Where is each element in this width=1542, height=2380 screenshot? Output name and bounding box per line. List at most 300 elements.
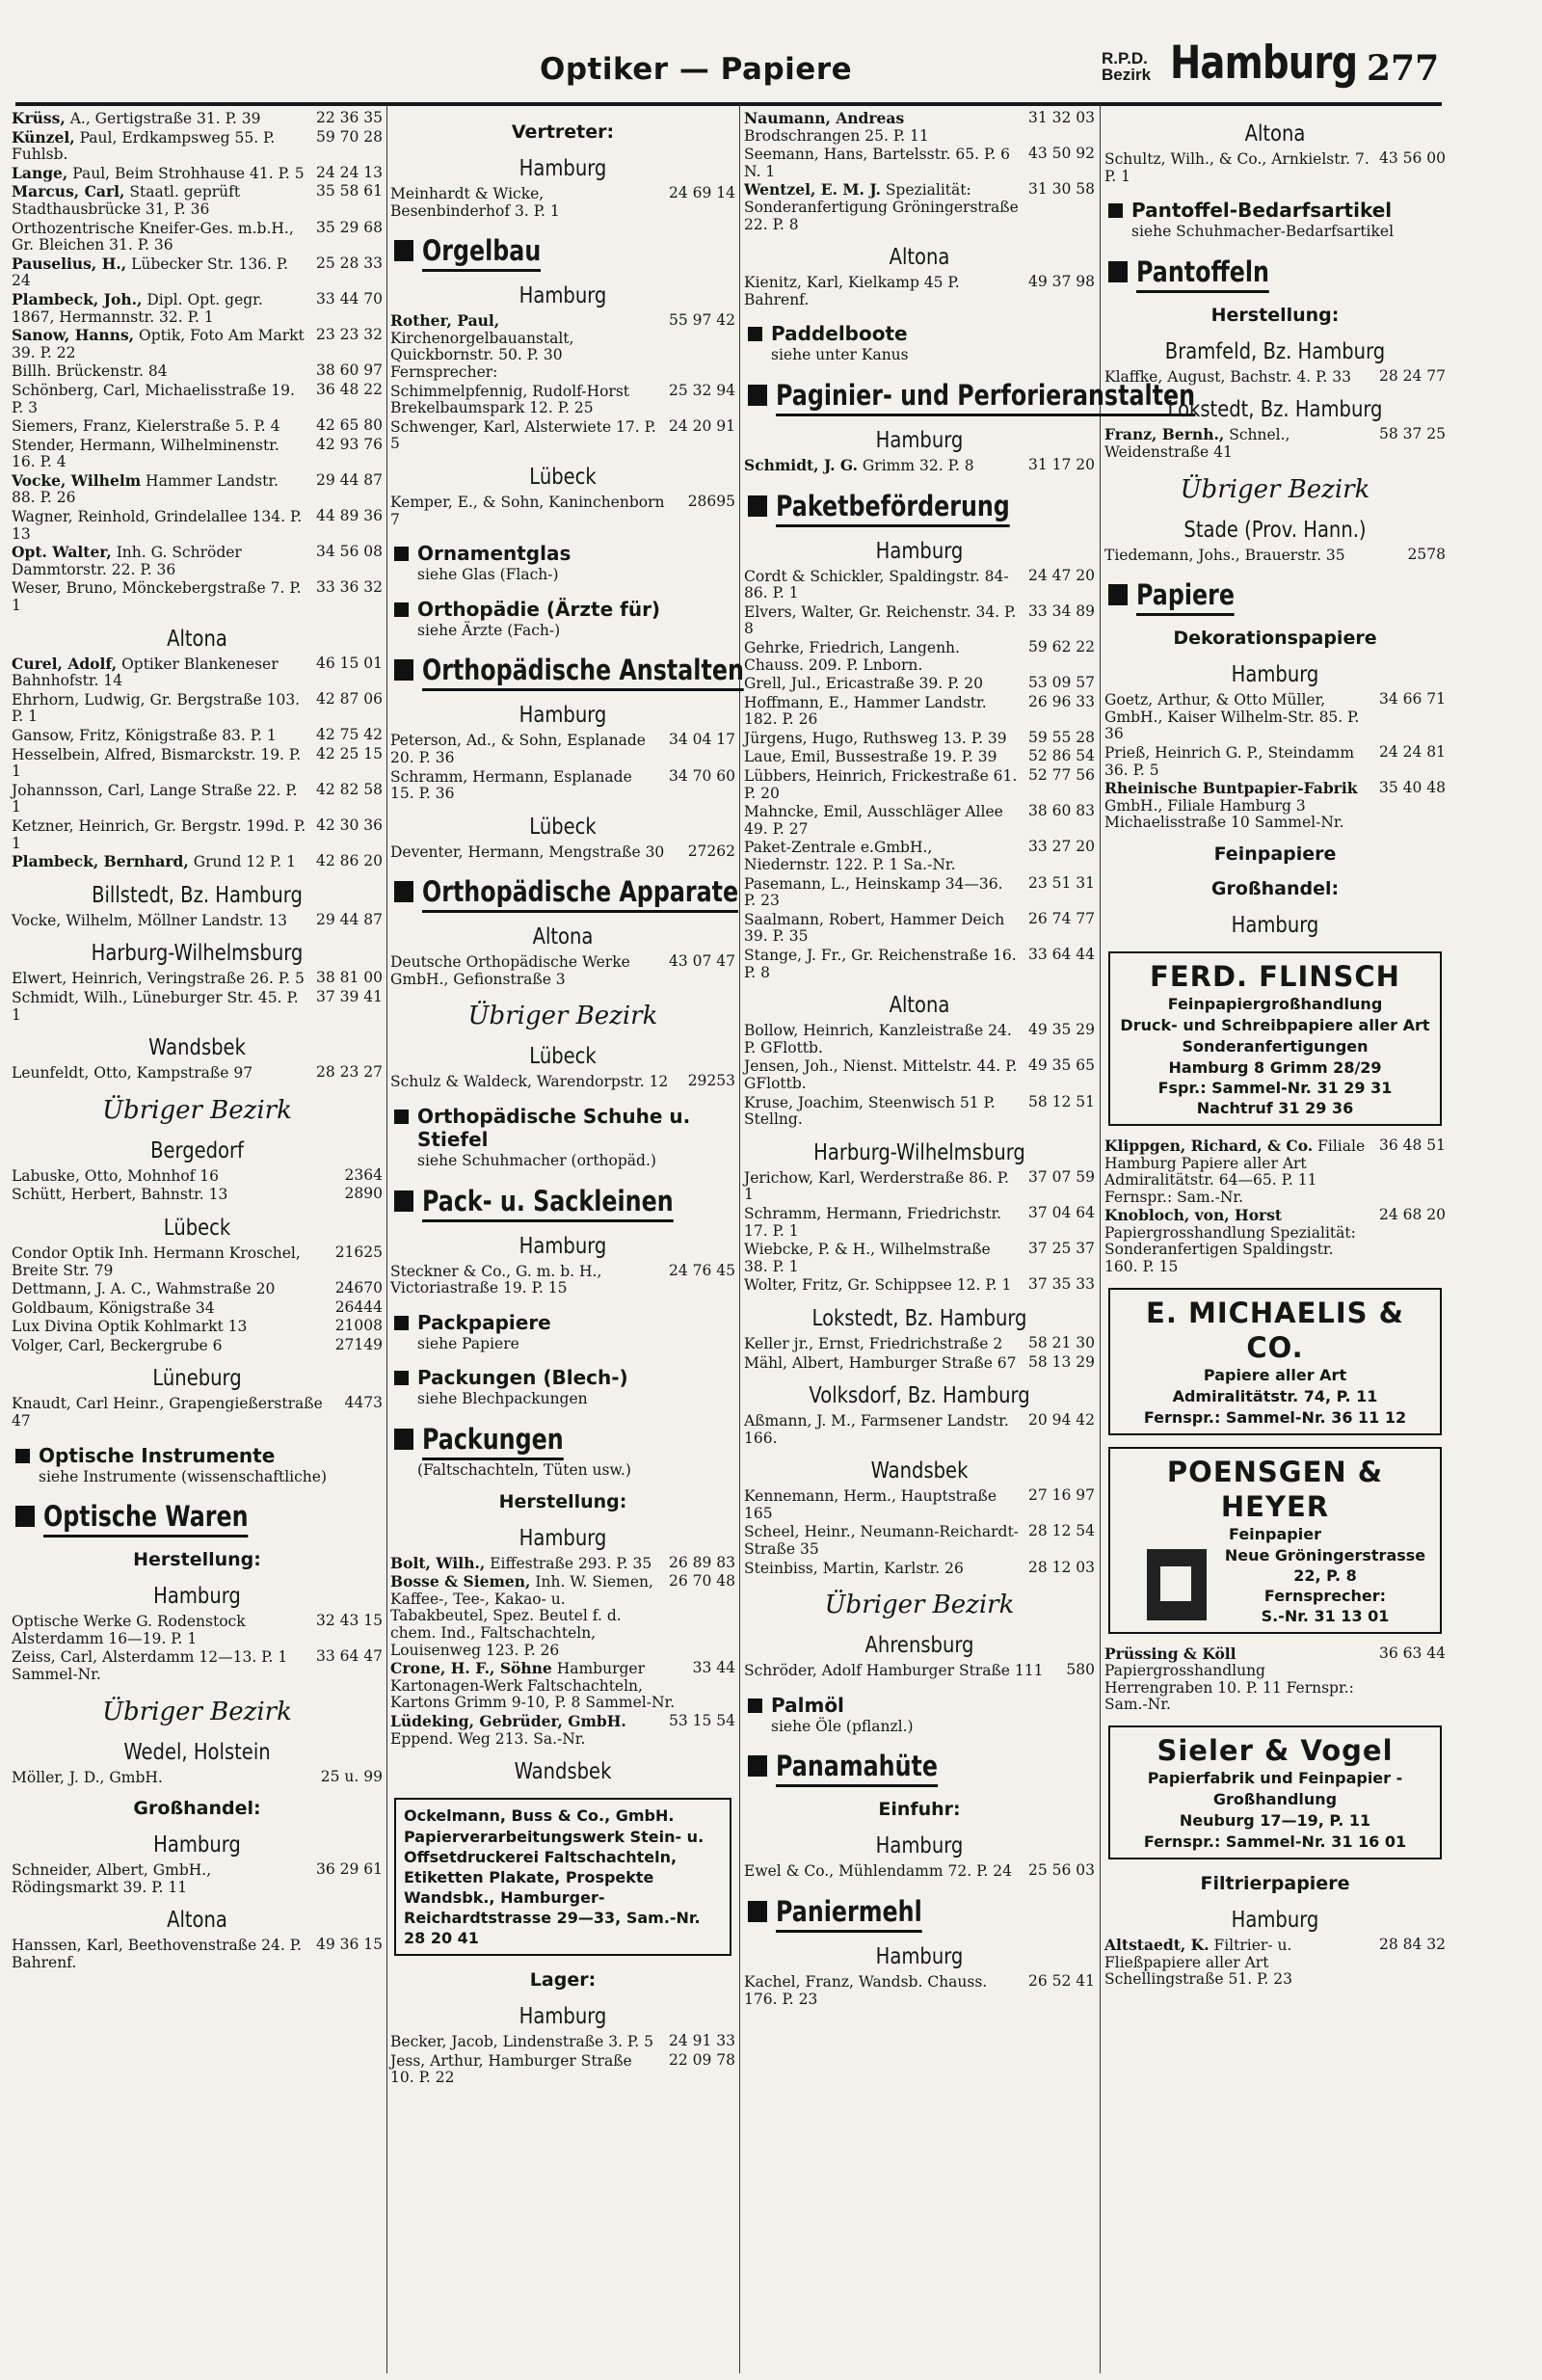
entry-line [744, 1241, 1095, 1275]
square-bullet-icon [394, 881, 413, 902]
entry-address: Wagner, Reinhold, Grindelallee 134. P. 13 [12, 508, 303, 543]
entry-text [744, 675, 983, 693]
entry-line [12, 1186, 383, 1204]
entry-line [744, 1662, 1095, 1680]
entry-phone: 4473 [344, 1394, 383, 1412]
section-heading [390, 1366, 735, 1389]
entry-text [744, 1560, 964, 1578]
see-reference: siehe Öle (pflanzl.) [771, 1717, 914, 1735]
ad-tagline: Papierfabrik und Feinpapier - Großhandlung [1147, 1769, 1403, 1809]
entry-line [12, 746, 383, 781]
entry-line [1104, 1137, 1446, 1206]
entry-text [12, 255, 306, 290]
city-heading: Hamburg [875, 427, 964, 453]
section-title: Orthopädische Anstalten [422, 653, 744, 691]
square-bullet-icon [15, 1449, 30, 1463]
entry-text [12, 1337, 222, 1355]
entry-line [1104, 1937, 1446, 1989]
city-heading: Hamburg [518, 1233, 607, 1259]
listing-entry [744, 1412, 1095, 1447]
entry-phone: 23 51 31 [1027, 873, 1095, 892]
entry-phone: 42 82 58 [315, 780, 383, 798]
entry-line [12, 1064, 383, 1083]
entry-address: Staatl. geprüft Stadthausbrücke 31, P. 36 [12, 183, 241, 218]
entry-line [12, 655, 383, 690]
entry-phone: 52 86 54 [1027, 747, 1095, 765]
listing-entry [744, 730, 1095, 748]
entry-line [744, 803, 1095, 838]
entry-address: Schnel., Weidenstraße 41 [1104, 426, 1290, 461]
entry-line [12, 989, 383, 1024]
entry-name: Krüss, [12, 109, 66, 127]
section-title: Optische Waren [43, 1499, 249, 1538]
entry-phone: 34 70 60 [668, 766, 735, 785]
ad-company: Ockelmann, Buss & Co., GmbH. [404, 1806, 675, 1826]
entry-name: Wentzel, E. M. J. [744, 180, 881, 200]
entry-line [12, 727, 383, 745]
listing-entry [744, 146, 1095, 180]
listing-entry [1104, 547, 1446, 565]
column-4 [1104, 110, 1446, 2373]
entry-address: Ketzner, Heinrich, Gr. Bergstr. 199d. P. 1 [12, 816, 306, 852]
entry-line [744, 639, 1095, 674]
entry-text [12, 782, 306, 816]
see-reference: siehe Instrumente (wissenschaftliche) [39, 1467, 327, 1485]
entry-text [390, 1660, 683, 1712]
entry-line [12, 1299, 383, 1318]
listing-entry [744, 1169, 1095, 1204]
listing-entry [744, 1560, 1095, 1578]
see-reference: siehe Papiere [417, 1334, 519, 1352]
ad-company: FERD. FLINSCH [1150, 959, 1400, 993]
entry-line [744, 911, 1095, 946]
entry-text [12, 1299, 215, 1318]
entry-text [744, 1022, 1019, 1056]
entry-name: Curel, Adolf, [12, 654, 118, 673]
entry-line [12, 417, 383, 436]
entry-address: Gehrke, Friedrich, Langenh. Chauss. 209. P. Lnborn. [744, 638, 960, 674]
entry-phone: 26 70 48 [668, 1572, 735, 1591]
square-bullet-icon [394, 547, 409, 561]
city-heading: Lübeck [529, 1044, 597, 1070]
entry-text [744, 1057, 1019, 1092]
listing-entry [12, 220, 383, 254]
entry-address: Goldbaum, Königstraße 34 [12, 1298, 215, 1317]
entry-line [12, 1937, 383, 1971]
category-label: Herstellung: [133, 1549, 261, 1571]
listing-entry [744, 1862, 1095, 1881]
advertisement-box [1108, 1447, 1442, 1634]
entry-phone: 25 u. 99 [320, 1767, 383, 1785]
entry-line [744, 1276, 1095, 1295]
rpd-text: R.P.D. [1102, 49, 1148, 67]
entry-name: Altstaedt, K. [1104, 1936, 1210, 1955]
entry-phone: 36 48 22 [315, 380, 383, 398]
section-heading [390, 653, 744, 691]
entry-text [744, 1276, 1011, 1295]
square-bullet-icon [748, 385, 767, 406]
advertisement-box [394, 1798, 731, 1956]
entry-phone: 37 25 37 [1027, 1240, 1095, 1258]
entry-text [12, 165, 305, 183]
entry-text [744, 1241, 1019, 1275]
entry-line [744, 1412, 1095, 1447]
category-label: Großhandel: [133, 1798, 261, 1820]
entry-address: Schmidt, Wilh., Lüneburger Str. 45. P. 1 [12, 988, 299, 1024]
square-bullet-icon [748, 495, 767, 517]
square-bullet-icon [748, 1698, 762, 1713]
advertisement-box [1108, 1725, 1442, 1859]
entry-address: Zeiss, Carl, Alsterdamm 12—13. P. 1 Sammel-Nr. [12, 1648, 288, 1684]
entry-phone: 49 37 98 [1027, 273, 1095, 291]
entry-address: Jerichow, Karl, Werderstraße 86. P. 1 [744, 1168, 1009, 1204]
entry-phone: 34 56 08 [315, 543, 383, 561]
entry-phone: 34 04 17 [668, 731, 735, 749]
listing-entry [12, 1244, 383, 1279]
entry-line [12, 472, 383, 507]
entry-address: Brodschrangen 25. P. 11 [744, 126, 929, 145]
entry-text [1104, 368, 1351, 387]
entry-line [1104, 1207, 1446, 1275]
entry-text [12, 129, 306, 164]
entry-address: Schwenger, Karl, Alsterwiete 17. P. 5 [390, 417, 656, 453]
section-heading [390, 1184, 735, 1222]
entry-name: Franz, Bernh., [1104, 425, 1225, 444]
city-heading: Wandsbek [514, 1759, 612, 1785]
entry-name: Rheinische Buntpapier-Fabrik [1104, 779, 1358, 798]
entry-phone: 26444 [334, 1297, 383, 1316]
entry-address: Condor Optik Inh. Hermann Kroschel, Breite Str. 79 [12, 1243, 301, 1279]
entry-text [744, 274, 1019, 308]
entry-line [744, 1094, 1095, 1129]
entry-text [1104, 426, 1369, 461]
entry-line [12, 255, 383, 290]
entry-line [744, 875, 1095, 910]
entry-name: Rother, Paul, [390, 311, 500, 331]
entry-phone: 37 07 59 [1027, 1167, 1095, 1186]
entry-phone: 24 20 91 [668, 416, 735, 435]
entry-phone: 49 35 65 [1027, 1056, 1095, 1075]
city-heading: Wandsbek [870, 1458, 969, 1484]
district-heading: Übriger Bezirk [824, 1591, 1015, 1620]
entry-phone: 58 21 30 [1027, 1333, 1095, 1351]
entry-text [12, 1937, 306, 1971]
square-bullet-icon [394, 1110, 409, 1124]
entry-phone: 31 17 20 [1027, 455, 1095, 473]
entry-text [390, 312, 659, 381]
city-heading: Altona [889, 245, 950, 271]
entry-name: Bolt, Wilh., [390, 1553, 486, 1572]
entry-line [12, 165, 383, 183]
entry-line [12, 110, 383, 128]
entry-line [744, 1862, 1095, 1881]
entry-line [1104, 426, 1446, 461]
entry-phone: 58 13 29 [1027, 1352, 1095, 1371]
ad-company: E. MICHAELIS & CO. [1146, 1296, 1404, 1364]
entry-text [1104, 780, 1369, 832]
listing-entry [390, 312, 735, 381]
entry-text [12, 220, 306, 254]
entry-line [12, 437, 383, 471]
entry-address: Filtrier- u. Fließpapiere aller Art Schellingstraße 51. P. 23 [1104, 1937, 1292, 1989]
entry-address: Kachel, Franz, Wandsb. Chauss. 176. P. 23 [744, 1973, 988, 2008]
entry-phone: 43 56 00 [1378, 149, 1446, 167]
entry-address: A., Gertigstraße 31. P. 39 [69, 110, 261, 127]
listing-entry [12, 970, 383, 988]
entry-address: Möller, J. D., GmbH. [12, 1768, 163, 1786]
city-heading: Altona [532, 924, 594, 950]
entry-address: Schulz & Waldeck, Warendorpstr. 12 [390, 1073, 669, 1091]
entry-phone: 38 60 83 [1027, 802, 1095, 820]
entry-phone: 59 62 22 [1027, 637, 1095, 655]
entry-text [12, 327, 306, 361]
entry-line [744, 767, 1095, 802]
entry-address: Meinhardt & Wicke, Besenbinderhof 3. P. 1 [390, 185, 560, 220]
listing-entry [390, 494, 735, 528]
entry-text [12, 1769, 163, 1787]
entry-line [1104, 150, 1446, 185]
entry-address: Seemann, Hans, Bartelsstr. 65. P. 6 N. 1 [744, 146, 1010, 180]
square-bullet-icon [1108, 203, 1123, 218]
city-heading: Hamburg [875, 1833, 964, 1859]
entry-line [744, 146, 1095, 180]
entry-address: Peterson, Ad., & Sohn, Esplanade 20. P. 36 [390, 732, 646, 766]
city-heading: Hamburg [518, 1525, 607, 1551]
entry-phone: 24670 [334, 1279, 383, 1297]
entry-text [12, 912, 287, 930]
entry-text [390, 768, 659, 803]
entry-phone: 37 04 64 [1027, 1203, 1095, 1221]
section-title: Paketbeförderung [776, 489, 1010, 527]
entry-line [12, 1395, 383, 1430]
entry-phone: 36 29 61 [315, 1860, 383, 1879]
entry-name: Plambeck, Bernhard, [12, 852, 189, 871]
listing-entry [390, 418, 735, 453]
header-city: Hamburg [1170, 37, 1358, 90]
ad-address: Fernspr.: Sammel-Nr. 31 16 01 [1143, 1832, 1407, 1852]
listing-entry [1104, 780, 1446, 832]
entry-text [12, 1280, 275, 1298]
entry-text [12, 1167, 219, 1186]
header-rule [15, 102, 1442, 106]
section-title: Palmöl [771, 1693, 844, 1717]
city-heading: Stade (Prov. Hann.) [1183, 517, 1367, 543]
entry-phone: 37 39 41 [315, 987, 383, 1005]
listing-entry [744, 1241, 1095, 1275]
see-reference: siehe Schuhmacher (orthopäd.) [417, 1152, 656, 1170]
entry-line [744, 110, 1095, 145]
entry-address: Steinbiss, Martin, Karlstr. 26 [744, 1559, 964, 1577]
city-heading: Wandsbek [148, 1035, 246, 1061]
entry-address: Optiker Blankeneser Bahnhofstr. 14 [12, 655, 279, 690]
entry-name: Opt. Walter, [12, 543, 112, 562]
entry-line [1104, 1645, 1446, 1714]
city-heading: Bramfeld, Bz. Hamburg [1164, 338, 1386, 364]
city-heading: Hamburg [518, 283, 607, 309]
entry-address: Kemper, E., & Sohn, Kaninchenborn 7 [390, 493, 665, 528]
see-reference: siehe Ärzte (Fach-) [417, 621, 561, 639]
entry-name: Plambeck, Joh., [12, 289, 143, 308]
entry-text [744, 1335, 1002, 1353]
entry-line [1104, 744, 1446, 779]
entry-text [1104, 547, 1345, 565]
category-label: Lager: [529, 1969, 597, 1992]
advertisement-box [1108, 1288, 1442, 1435]
entry-address: Tiedemann, Johs., Brauerstr. 35 [1104, 546, 1345, 564]
entry-address: Kruse, Joachim, Steenwisch 51 P. Stellng. [744, 1093, 996, 1129]
section-title: Ornamentglas [417, 542, 572, 566]
entry-address: Papiergrosshandlung Herrengraben 10. P. 11 Fernspr.: Sam.-Nr. [1104, 1662, 1354, 1714]
entry-text [390, 1713, 659, 1748]
listing-entry [12, 782, 383, 816]
section-title: Pantoffeln [1136, 254, 1269, 293]
listing-entry [1104, 1137, 1446, 1206]
entry-address: Ewel & Co., Mühlendamm 72. P. 24 [744, 1862, 1012, 1881]
listing-entry [12, 417, 383, 436]
entry-line [12, 508, 383, 543]
entry-address: Hoffmann, E., Hammer Landstr. 182. P. 26 [744, 693, 987, 729]
entry-phone: 25 28 33 [315, 254, 383, 272]
city-heading: Harburg-Wilhelmsburg [813, 1139, 1025, 1165]
entry-text [12, 472, 306, 507]
square-bullet-icon [1108, 584, 1128, 605]
entry-address: Hanssen, Karl, Beethovenstraße 24. P. Bahrenf. [12, 1937, 302, 1971]
entry-line [744, 730, 1095, 748]
entry-phone: 59 70 28 [315, 127, 383, 146]
entry-phone: 35 58 61 [315, 182, 383, 201]
entry-address: Eppend. Weg 213. Sa.-Nr. [390, 1729, 586, 1748]
entry-line [744, 1335, 1095, 1353]
entry-phone: 58 37 25 [1378, 425, 1446, 443]
listing-entry [744, 839, 1095, 873]
ad-address: Neue Gröningerstrasse 22, P. 8 [1224, 1545, 1426, 1585]
entry-phone: 36 48 51 [1378, 1136, 1446, 1154]
entry-line [12, 1613, 383, 1647]
section-heading [390, 598, 735, 621]
entry-phone: 24 69 14 [668, 184, 735, 201]
entry-line [744, 457, 1095, 475]
entry-address: Gansow, Fritz, Königstraße 83. P. 1 [12, 727, 277, 744]
square-bullet-icon [394, 1190, 413, 1212]
entry-phone: 43 07 47 [668, 952, 735, 971]
listing-entry [390, 2033, 735, 2051]
section-heading [390, 1311, 735, 1334]
entry-address: Becker, Jacob, Lindenstraße 3. P. 5 [390, 2033, 653, 2051]
entry-text [744, 694, 1019, 729]
listing-entry [744, 603, 1095, 638]
entry-text [744, 1862, 1012, 1881]
entry-text [744, 181, 1019, 233]
listing-entry [12, 508, 383, 543]
entry-line [12, 782, 383, 816]
see-reference: siehe unter Kanus [771, 346, 909, 364]
entry-line [12, 1648, 383, 1683]
section-title: Orthopädische Apparate [422, 874, 738, 913]
entry-address: Saalmann, Robert, Hammer Deich 39. P. 35 [744, 910, 1005, 946]
entry-address: Weser, Bruno, Mönckebergstraße 7. P. 1 [12, 579, 302, 615]
ad-detail: Neuburg 17—19, P. 11 [1179, 1811, 1371, 1831]
entry-address: Keller jr., Ernst, Friedrichstraße 2 [744, 1334, 1003, 1352]
entry-address: Elwert, Heinrich, Veringstraße 26. P. 5 [12, 970, 305, 988]
entry-line [1104, 368, 1446, 387]
city-heading: Wedel, Holstein [123, 1739, 271, 1765]
entry-text [744, 1094, 1019, 1129]
entry-text [390, 2033, 653, 2051]
entry-phone: 36 63 44 [1378, 1644, 1446, 1662]
column-divider [739, 104, 740, 2373]
entry-phone: 55 97 42 [668, 311, 735, 330]
entry-name: Prüssing & Köll [1104, 1644, 1236, 1663]
entry-line [744, 1169, 1095, 1204]
entry-phone: 24 24 13 [315, 163, 383, 181]
listing-entry [12, 472, 383, 507]
entry-text [12, 1064, 253, 1083]
entry-address: Deventer, Hermann, Mengstraße 30 [390, 842, 665, 861]
bezirk-text: Bezirk [1102, 66, 1152, 84]
entry-phone: 31 32 03 [1027, 109, 1095, 126]
entry-phone: 53 09 57 [1027, 674, 1095, 692]
entry-address: Ehrhorn, Ludwig, Gr. Bergstraße 103. P. 1 [12, 690, 301, 726]
district-heading: Übriger Bezirk [1180, 474, 1370, 504]
listing-entry [744, 274, 1095, 308]
entry-address: Cordt & Schickler, Spaldingstr. 84-86. P. 1 [744, 567, 1009, 602]
section-heading [390, 542, 735, 565]
entry-line [744, 1973, 1095, 2008]
entry-line [390, 383, 735, 417]
listing-entry [1104, 150, 1446, 185]
entry-phone: 49 35 29 [1027, 1021, 1095, 1039]
listing-entry [744, 457, 1095, 475]
entry-text [744, 110, 1019, 145]
entry-address: Scheel, Heinr., Neumann-Reichardt-Straße 35 [744, 1523, 1019, 1559]
page-number: 277 [1367, 48, 1440, 89]
city-heading: Volksdorf, Bz. Hamburg [809, 1383, 1030, 1409]
entry-phone: 53 15 54 [668, 1711, 735, 1729]
entry-text [390, 843, 664, 862]
entry-text [12, 655, 306, 690]
listing-entry [744, 1973, 1095, 2008]
entry-line [390, 418, 735, 453]
entry-phone: 26 89 83 [668, 1553, 735, 1571]
listing-entry [744, 639, 1095, 674]
city-heading: Altona [889, 993, 950, 1019]
listing-entry [1104, 744, 1446, 779]
entry-address: Eiffestraße 293. P. 35 [490, 1554, 652, 1572]
district-heading: Übriger Bezirk [102, 1697, 292, 1726]
entry-text [1104, 1937, 1369, 1989]
entry-phone: 42 25 15 [315, 744, 383, 762]
entry-text [12, 183, 306, 218]
entry-phone: 32 43 15 [315, 1612, 383, 1630]
entry-address: Johannsson, Carl, Lange Straße 22. P. 1 [12, 781, 298, 816]
entry-name: Vocke, Wilhelm [12, 470, 142, 490]
city-heading: Lübeck [163, 1215, 231, 1241]
ad-tagline: Feinpapiergroßhandlung [1167, 994, 1383, 1013]
entry-line [12, 1167, 383, 1186]
entry-address: Paul, Erdkampsweg 55. P. Fuhlsb. [12, 128, 276, 164]
ad-address: Hamburg 8 Grimm 28/29 [1168, 1057, 1382, 1077]
entry-text [12, 853, 296, 871]
entry-text [12, 417, 280, 436]
entry-phone: 33 64 47 [315, 1647, 383, 1666]
entry-address: Bollow, Heinrich, Kanzleistraße 24. P. GFlottb. [744, 1022, 1012, 1056]
entry-address: Knaudt, Carl Heinr., Grapengießerstraße 47 [12, 1395, 323, 1431]
entry-text [744, 730, 1007, 748]
city-heading: Lübeck [529, 814, 597, 840]
listing-entry [390, 1573, 735, 1659]
city-heading: Ahrensburg [864, 1633, 974, 1659]
entry-text [390, 953, 659, 988]
